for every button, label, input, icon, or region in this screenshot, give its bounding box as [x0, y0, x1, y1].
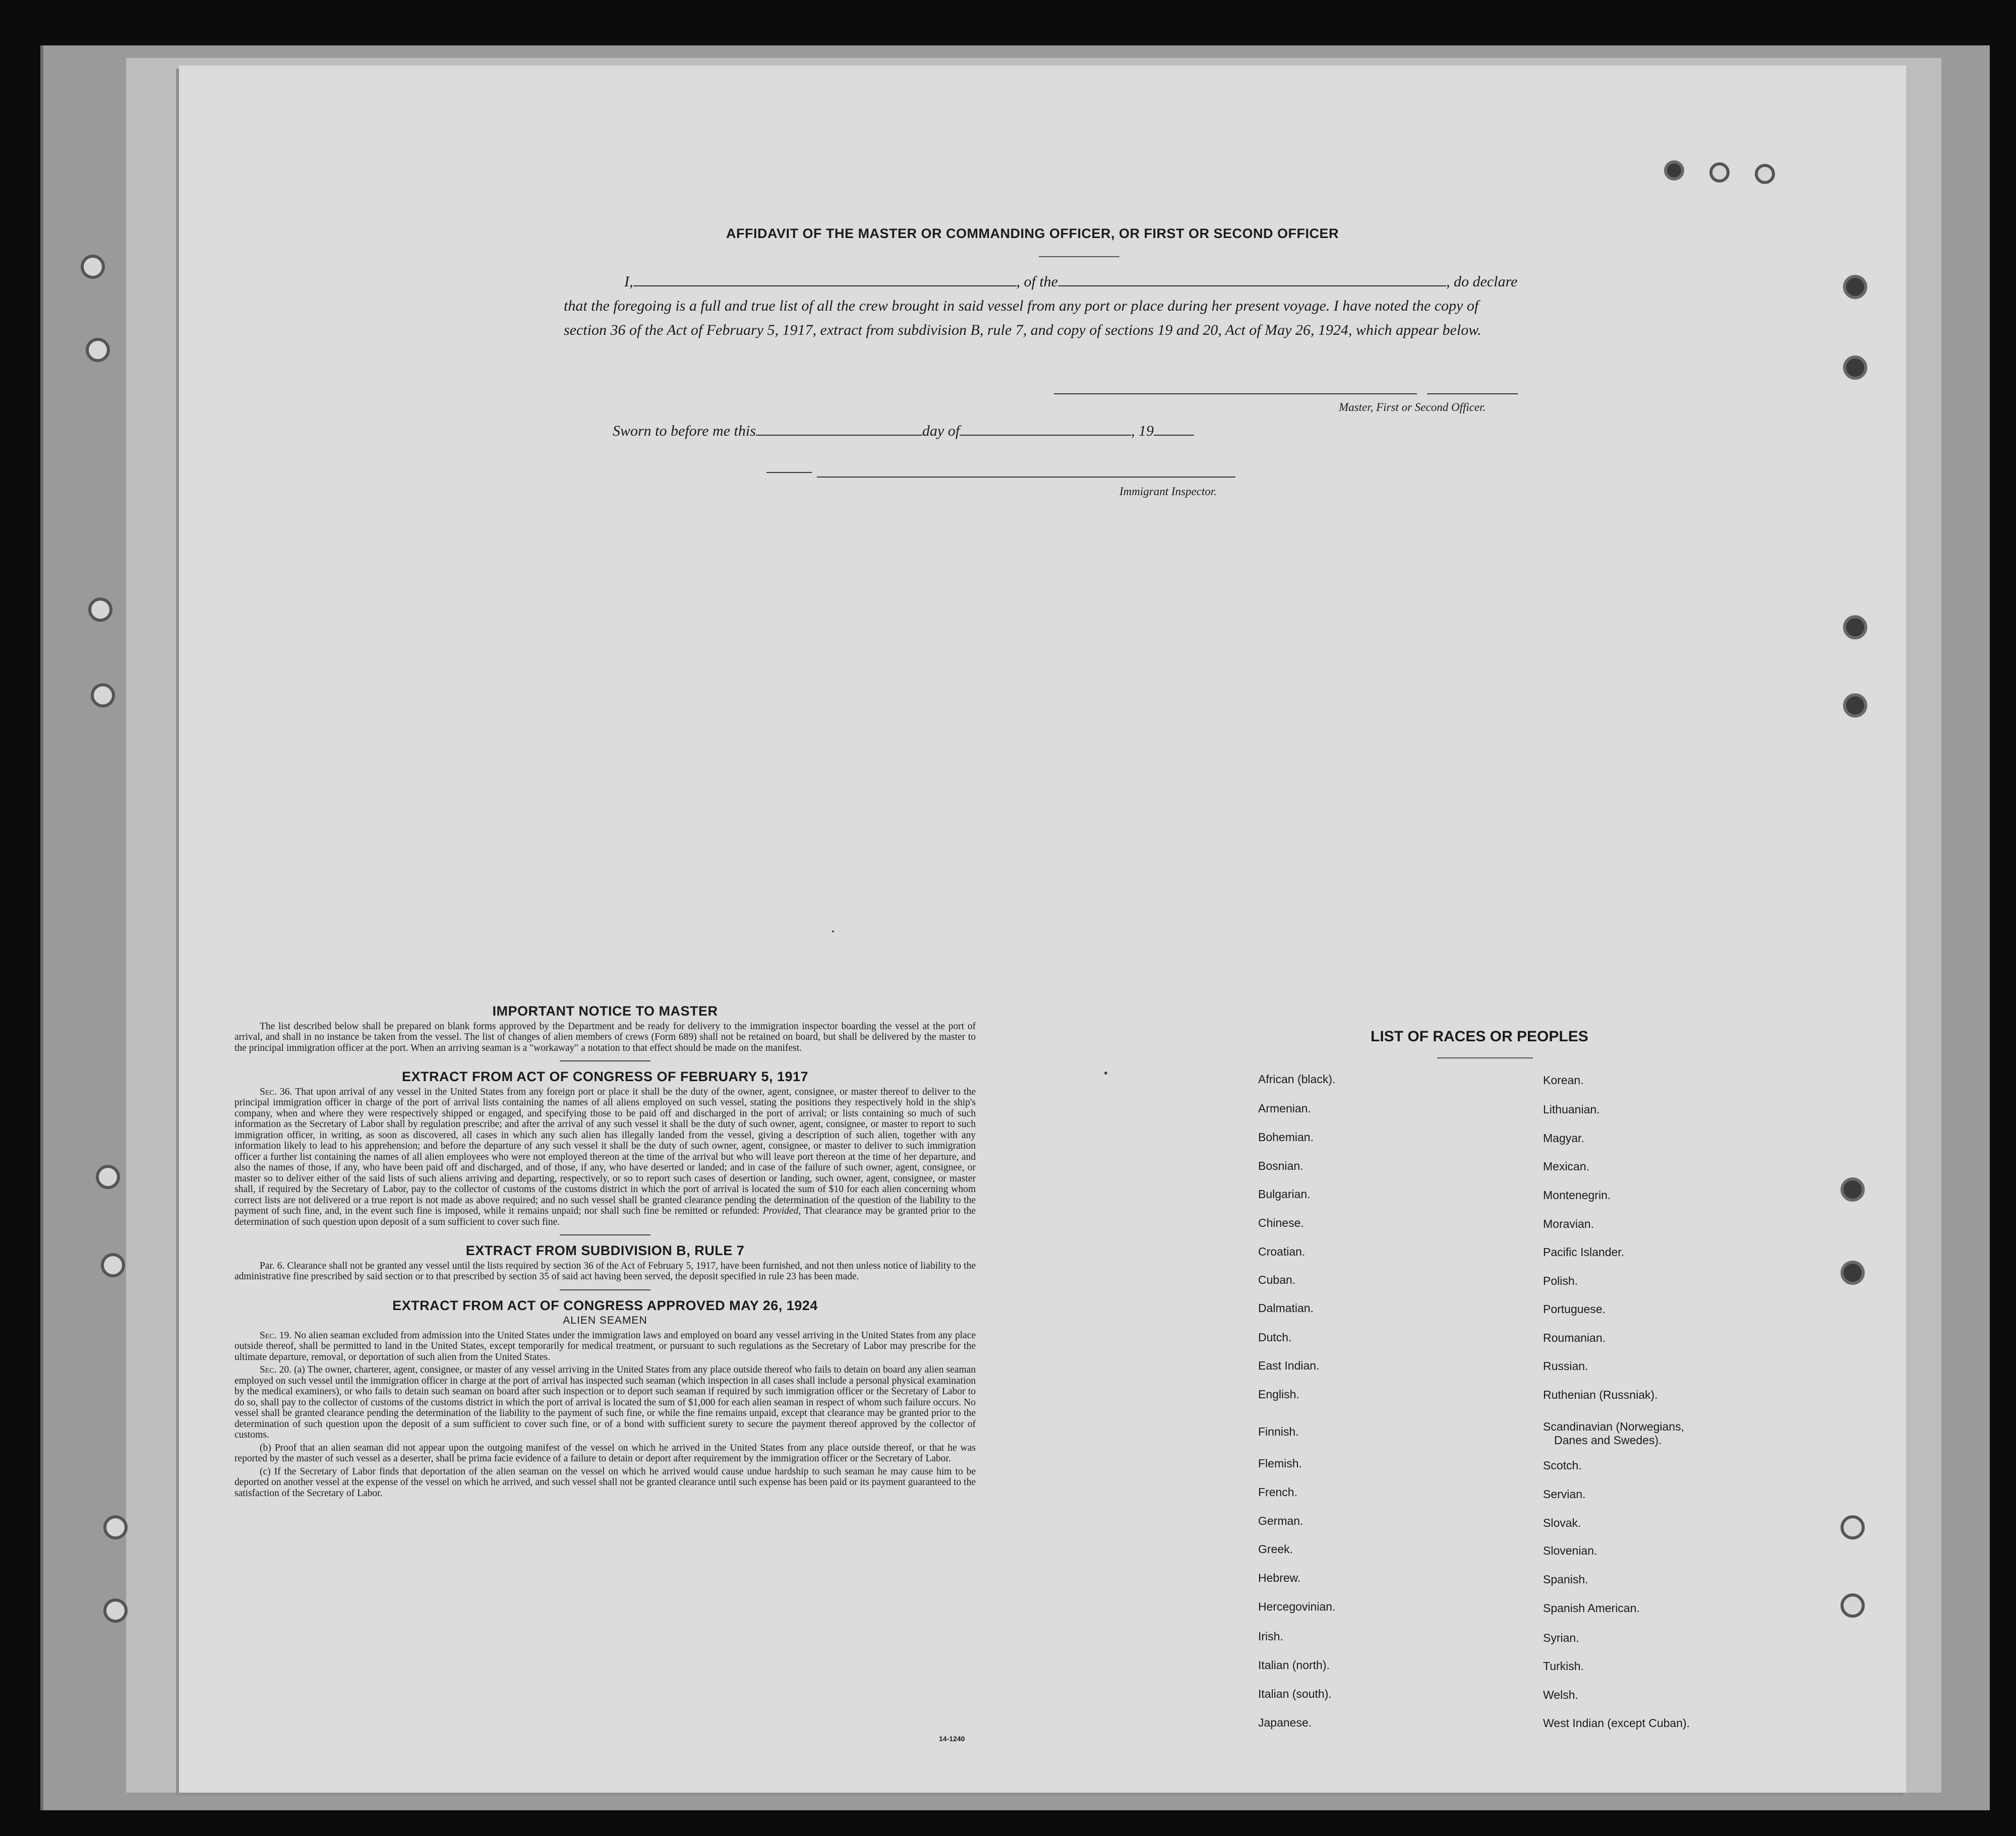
race-item: Scotch. — [1543, 1459, 1582, 1472]
sec36-label: Sec. 36. — [260, 1086, 292, 1097]
sec20a-text: (a) The owner, charterer, agent, consignee, or master of any vessel arriving in the United States from any place outside thereof who fails to detain on board any alien seaman employed on such vessel until the immigration officer in charge at the port of arrival has inspected such seaman (which inspection in all cases shall include a personal physical examination by the medical examiners), or who fails to detain such seaman on board after such inspection or to deport such seaman if required by such immigration officer or the Secretary of Labor to do so, shall pay to the collector of customs of the customs district in which the port of arrival is located the sum of $1,000 for each alien seaman in respect of whom such failure occurs. No vessel shall be granted clearance pending the determination of the liability to the payment of such fine, or while the fine remains unpaid, except that clearance may be granted prior to the determination of such question upon the deposit of a sum sufficient to cover such fine, or of a bond with sufficient surety to secure the payment thereof approved by the collector of customs. — [234, 1365, 976, 1440]
sec20b-paragraph: (b) Proof that an alien seaman did not appear upon the outgoing manifest of the vessel on which he arrived in the United States from any place outside thereof, or that he was reported by the master of such vessel as a deserter, shall be prima facie evidence of a failure to detain or deport after requirement by the immigration officer or the Secretary of Labor. — [234, 1442, 976, 1464]
race-item: Flemish. — [1258, 1457, 1302, 1470]
sec19-label: Sec. 19. — [260, 1330, 292, 1341]
race-item: Italian (south). — [1258, 1687, 1332, 1700]
extract-1917-body — [234, 1087, 976, 1228]
binder-hole — [1843, 615, 1867, 639]
inspector-caption: Immigrant Inspector. — [1119, 485, 1217, 498]
race-item: Bulgarian. — [1258, 1188, 1311, 1201]
section-divider — [560, 1289, 650, 1290]
notice-column — [234, 1003, 976, 1501]
sec19-paragraph — [234, 1330, 976, 1363]
month-blank — [960, 422, 1131, 436]
affidavit-first-line — [564, 270, 1522, 294]
day-blank — [756, 422, 922, 436]
section-divider — [560, 1234, 650, 1235]
race-item: Hebrew. — [1258, 1571, 1301, 1584]
race-item-continuation: Danes and Swedes). — [1554, 1434, 1662, 1447]
binder-hole — [1755, 164, 1775, 184]
master-signature-line-2 — [1427, 393, 1518, 394]
extract-1924-subtitle: ALIEN SEAMEN — [563, 1315, 647, 1326]
notice-title: IMPORTANT NOTICE TO MASTER — [492, 1003, 718, 1019]
title-divider — [1039, 256, 1119, 257]
affidavit-body: that the foregoing is a full and true list of all the crew brought in said vessel from any port or place during her present voyage. I have noted the copy of section 36 of the Act of February 5, 1917, extract from subdivision B, rule 7, and copy of sections 19 and 20, Act of May 26, 1924, which appear below. — [564, 298, 1481, 338]
affidavit-declare: , do declare — [1446, 273, 1518, 290]
race-item: Magyar. — [1543, 1132, 1584, 1145]
inspector-signature-line-2 — [817, 477, 1235, 478]
inspector-signature-line-1 — [766, 472, 812, 473]
race-item: Cuban. — [1258, 1273, 1296, 1286]
binder-hole — [86, 338, 110, 362]
binder-hole — [96, 1165, 120, 1189]
scan-speck — [1104, 1072, 1107, 1075]
race-item: African (black). — [1258, 1073, 1336, 1086]
binder-hole — [91, 683, 115, 707]
binder-hole — [1841, 1261, 1865, 1285]
provided-word: Provided, — [762, 1206, 801, 1216]
race-item: Hercegovinian. — [1258, 1600, 1336, 1613]
sworn-line — [613, 422, 1194, 440]
race-item: Welsh. — [1543, 1688, 1578, 1701]
notice-body: The list described below shall be prepared on blank forms approved by the Department and be ready for delivery to the immigration inspector boarding the vessel at the port of arrival, and shall in no instance be taken from the vessel. The list of changes of alien members of crews (Form 689) shall not be retained on board, but shall be delivered by the master to the principal immigration officer at the port. When an arriving seaman is a "workaway" a notation to that effect should be made on the manifest. — [234, 1021, 976, 1053]
year-blank — [1154, 422, 1194, 436]
race-item: Irish. — [1258, 1630, 1283, 1643]
races-title: LIST OF RACES OR PEOPLES — [1371, 1028, 1588, 1045]
race-item: Greek. — [1258, 1543, 1293, 1556]
binder-hole — [1841, 1515, 1865, 1539]
race-item: Bosnian. — [1258, 1159, 1303, 1172]
binder-hole — [1841, 1593, 1865, 1618]
race-item: Portuguese. — [1543, 1302, 1606, 1316]
race-item: English. — [1258, 1388, 1299, 1401]
binder-hole — [1709, 162, 1730, 183]
affidavit-text — [564, 270, 1522, 342]
binder-hole — [103, 1515, 128, 1539]
form-number: 14-1240 — [939, 1735, 965, 1743]
race-item: Armenian. — [1258, 1102, 1311, 1115]
race-item: Pacific Islander. — [1543, 1246, 1625, 1259]
race-item: Korean. — [1543, 1074, 1584, 1087]
extract-1924-title: EXTRACT FROM ACT OF CONGRESS APPROVED MAY 26, 1924 — [392, 1297, 818, 1313]
affidavit-of-the: , of the — [1016, 273, 1058, 290]
race-item: Dalmatian. — [1258, 1301, 1314, 1315]
affidavit-i: I, — [624, 273, 633, 290]
binder-hole — [88, 598, 112, 622]
sworn-year: , 19 — [1131, 423, 1154, 439]
sec20a-paragraph — [234, 1365, 976, 1441]
race-item: Lithuanian. — [1543, 1103, 1600, 1116]
sec36-text: That upon arrival of any vessel in the United States from any foreign port or place it shall be the duty of the owner, agent, consignee, or master thereof to deliver to the principal immigration officer in charge of the port of arrival lists containing the names of all aliens employed on such vessel, stating the positions they respectively hold in the ship's company, when and where they were respectively shipped or engaged, and specifying those to be paid off and discharged in the port of arrival; or lists containing so much of such information as the Secretary of Labor shall by regulation prescribe; and after the arrival of any such vessel it shall be the duty of such owner, agent, consignee, or master to report to such immigration officer, in writing, as soon as discovered, all cases in which any such alien has illegally landed from the vessel, giving a description of such alien, together with any information likely to lead to his apprehension; and before the departure of any such vessel it shall be the duty of such owner, agent, consignee, or master to deliver to such immigration officer a further list containing the names of all alien employees who were not employed thereon at the time of the arrival but who will leave port thereon at the time of her departure, and also the names of those, if any, who have been paid off and discharged, and of those, if any, who have deserted or landed; and in case of the failure of such owner, agent, consignee, or master so to deliver either of the said lists of such aliens arriving and departing, respectively, or so to report such cases of desertion or landing, such owner, agent, consignee, or master shall, if required by the Secretary of Labor, pay to the collector of customs of the customs district in which the port of arrival is located the sum of $10 for each alien concerning whom correct lists are not delivered or a true report is not made as above required; and no such vessel shall be granted clearance pending the determination of the question of the liability to the payment of such fine, and, in the event such fine is imposed, while it remains unpaid; nor shall such fine be remitted or refunded: — [234, 1086, 976, 1216]
vessel-blank — [1058, 272, 1446, 286]
race-item: Roumanian. — [1543, 1331, 1606, 1344]
race-item: Polish. — [1543, 1274, 1578, 1287]
race-item: German. — [1258, 1514, 1303, 1527]
race-item: East Indian. — [1258, 1359, 1320, 1372]
scan-speck — [832, 930, 834, 932]
race-item: Dutch. — [1258, 1331, 1292, 1344]
race-item: Chinese. — [1258, 1216, 1304, 1229]
extract-rule7-title: EXTRACT FROM SUBDIVISION B, RULE 7 — [465, 1243, 745, 1258]
race-item: Japanese. — [1258, 1716, 1312, 1729]
extract-1917-title: EXTRACT FROM ACT OF CONGRESS OF FEBRUARY 5, 1917 — [401, 1069, 809, 1084]
race-item: Montenegrin. — [1543, 1189, 1611, 1202]
sec20c-paragraph: (c) If the Secretary of Labor finds that deportation of the alien seaman on the vessel on which he arrived would cause undue hardship to such seaman he may cause him to be deported on another vessel at the expense of the vessel on which he arrived, and such vessel shall not be granted clearance until such expense has been paid or its payment guaranteed to the satisfaction of the Secretary of Labor. — [234, 1466, 976, 1499]
binder-hole — [1843, 693, 1867, 718]
section-divider — [560, 1060, 650, 1061]
extract-rule7-body: Par. 6. Clearance shall not be granted any vessel until the lists required by section 36 of the Act of February 5, 1917, have been furnished, and not then unless notice of liability to the administrative fine prescribed by said section or to that prescribed by section 35 of said act having been served, the deposit specified in rule 23 has been made. — [234, 1260, 976, 1282]
binder-hole — [81, 255, 105, 279]
race-item: Spanish American. — [1543, 1602, 1640, 1615]
sworn-prefix: Sworn to before me this — [613, 423, 756, 439]
binder-hole — [1843, 356, 1867, 380]
race-item: Italian (north). — [1258, 1659, 1330, 1672]
race-item: Spanish. — [1543, 1573, 1588, 1586]
binder-hole — [1841, 1177, 1865, 1202]
races-divider — [1437, 1057, 1533, 1058]
binder-hole — [103, 1598, 128, 1623]
race-item: Scandinavian (Norwegians, Danes and Swedes). — [1543, 1420, 1684, 1447]
binder-hole — [101, 1253, 125, 1277]
sec20-label: Sec. 20. — [260, 1365, 292, 1375]
sworn-day-of: day of — [922, 423, 960, 439]
race-item: Russian. — [1543, 1359, 1588, 1373]
race-item: Servian. — [1543, 1488, 1586, 1501]
race-item: Moravian. — [1543, 1217, 1594, 1230]
race-item: Syrian. — [1543, 1631, 1579, 1644]
master-signature-caption: Master, First or Second Officer. — [1339, 401, 1486, 413]
sec36-text-end: That clearance may be granted prior to the determination of such question upon deposit of a sum sufficient to cover such fine. — [234, 1206, 976, 1227]
master-signature-line — [1054, 393, 1417, 394]
race-item: Slovenian. — [1543, 1544, 1597, 1557]
race-item: Ruthenian (Russniak). — [1543, 1388, 1658, 1401]
race-item: Slovak. — [1543, 1516, 1581, 1529]
affidavit-title: AFFIDAVIT OF THE MASTER OR COMMANDING OFFICER, OR FIRST OR SECOND OFFICER — [726, 226, 1339, 241]
sec19-text: No alien seaman excluded from admission into the United States under the immigration laws and employed on board any vessel arriving in the United States from any place outside thereof, shall be permitted to land in the United States, except temporarily for medical treatment, or pursuant to such regulations as the Secretary of Labor may prescribe for the ultimate departure, removal, or deportation of such alien from the United States. — [234, 1330, 976, 1363]
binder-hole — [1843, 275, 1867, 299]
race-item: West Indian (except Cuban). — [1543, 1716, 1690, 1730]
binder-hole — [1664, 160, 1684, 181]
race-item: French. — [1258, 1486, 1297, 1499]
race-item: Croatian. — [1258, 1245, 1306, 1258]
race-item: Bohemian. — [1258, 1131, 1314, 1144]
name-blank — [633, 272, 1017, 286]
race-item: Mexican. — [1543, 1160, 1590, 1173]
race-item: Turkish. — [1543, 1660, 1584, 1673]
race-item: Finnish. — [1258, 1425, 1299, 1438]
